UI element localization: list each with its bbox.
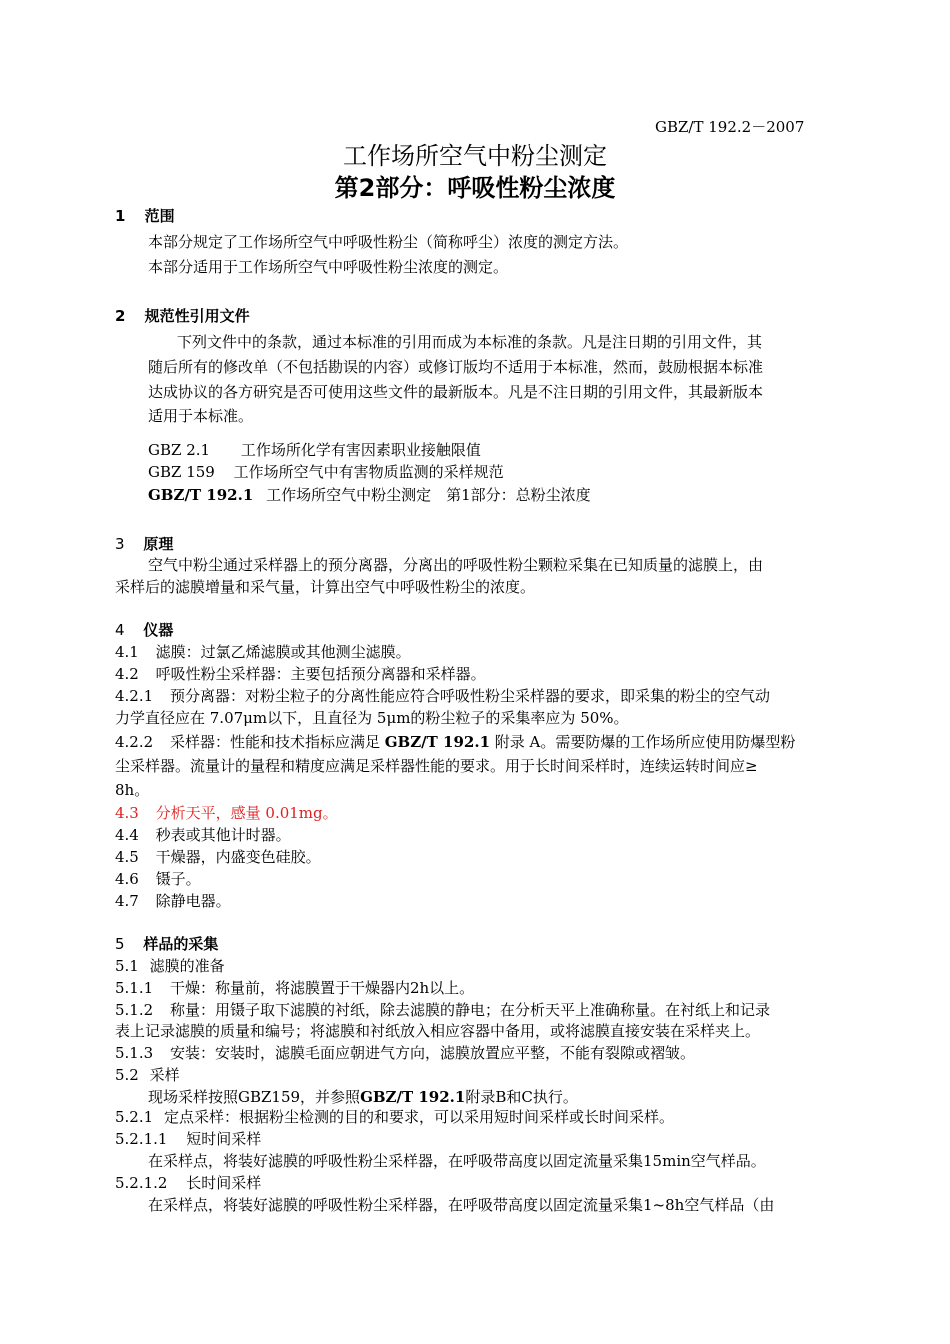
section-2-heading: [115, 306, 250, 326]
section-title: 仪器: [143, 621, 174, 639]
paragraph-line: 力学直径应在 7.07μm以下，且直径为 5μm的粉尘粒子的采集率应为 50%。: [115, 709, 629, 727]
clause-number: 5.2.1.1: [115, 1130, 168, 1148]
section-4-heading: [115, 620, 173, 640]
section-3-heading: [115, 534, 173, 554]
reference-item: [148, 462, 504, 482]
clause-text: 短时间采样: [186, 1130, 262, 1148]
clause-5-1-2: [115, 1000, 770, 1020]
section-1-heading: [115, 206, 175, 226]
section-title: 原理: [143, 535, 174, 553]
clause-text: 称量：用镊子取下滤膜的衬纸，除去滤膜的静电；在分析天平上准确称量。在衬纸上和记录: [169, 1001, 770, 1019]
clause-number: 4.2.1: [115, 687, 154, 705]
standard-code: GBZ/T 192.2－2007: [655, 118, 805, 136]
paragraph-line: 表上记录滤膜的质量和编号；将滤膜和衬纸放入相应容器中备用，或将滤膜直接安装在采样夹上。: [115, 1022, 761, 1040]
clause-text: 除静电器。: [155, 892, 231, 910]
clause-4-6: [115, 869, 201, 889]
clause-4-4: [115, 825, 291, 845]
paragraph-line: 下列文件中的条款，通过本标准的引用而成为本标准的条款。凡是注日期的引用文件，其: [177, 333, 763, 351]
paragraph-line: 采样后的滤膜增量和采气量，计算出空气中呼吸性粉尘的浓度。: [115, 578, 536, 596]
clause-number: 4.5: [115, 848, 139, 866]
reference-title: 工作场所空气中有害物质监测的采样规范: [233, 463, 504, 481]
clause-number: 5.2: [115, 1066, 139, 1084]
paragraph-line: 尘采样器。流量计的量程和精度应满足采样器性能的要求。用于长时间采样时，连续运转时间应≥: [115, 757, 758, 775]
clause-text: 滤膜的准备: [149, 957, 225, 975]
clause-number: 4.7: [115, 892, 139, 910]
paragraph-line: 达成协议的各方研究是否可使用这些文件的最新版本。凡是不注日期的引用文件，其最新版本: [148, 383, 764, 401]
clause-4-1: [115, 642, 411, 662]
section-title: 样品的采集: [143, 935, 219, 953]
paragraph-line: 在采样点，将装好滤膜的呼吸性粉尘采样器，在呼吸带高度以固定流量采集1~8h空气样品（由: [148, 1196, 775, 1214]
paragraph-line: 随后所有的修改单（不包括勘误的内容）或修订版均不适用于本标准，然而，鼓励根据本标准: [148, 358, 764, 376]
section-5-heading: [115, 934, 218, 954]
clause-text: 采样器：性能和技术指标应满足: [169, 733, 385, 751]
clause-5-2-1-1: [115, 1129, 261, 1149]
section-number: 1: [115, 207, 126, 225]
clause-text: 附录 A。需要防爆的工作场所应使用防爆型粉: [490, 733, 796, 751]
clause-text: 定点采样：根据粉尘检测的目的和要求，可以采用短时间采样或长时间采样。: [163, 1108, 674, 1126]
clause-5-1-1: [115, 978, 474, 998]
clause-4-2-2: [115, 732, 795, 752]
text-fragment: 附录B和C执行。: [465, 1088, 578, 1106]
clause-number: 5.2.1.2: [115, 1174, 168, 1192]
section-number: 3: [115, 535, 125, 553]
clause-number: 4.2.2: [115, 733, 154, 751]
section-number: 5: [115, 935, 125, 953]
clause-text: 干燥器，内盛变色硅胶。: [155, 848, 321, 866]
reference-title: 工作场所化学有害因素职业接触限值: [240, 441, 481, 459]
clause-number: 4.4: [115, 826, 139, 844]
clause-number: 4.1: [115, 643, 139, 661]
clause-text: 分析天平，感量 0.01mg。: [155, 804, 338, 822]
clause-number: 4.2: [115, 665, 139, 683]
clause-5-1: [115, 956, 225, 976]
clause-5-1-3: [115, 1043, 695, 1063]
document-title: 工作场所空气中粉尘测定: [343, 142, 607, 170]
reference-code: GBZ 2.1: [148, 441, 211, 459]
clause-4-5: [115, 847, 321, 867]
clause-text: 预分离器：对粉尘粒子的分离性能应符合呼吸性粉尘采样器的要求，即采集的粉尘的空气动: [169, 687, 770, 705]
paragraph: 本部分规定了工作场所空气中呼吸性粉尘（简称呼尘）浓度的测定方法。: [148, 233, 629, 251]
clause-text: 秒表或其他计时器。: [155, 826, 291, 844]
clause-4-2-1: [115, 686, 770, 706]
clause-text: 呼吸性粉尘采样器：主要包括预分离器和采样器。: [155, 665, 486, 683]
clause-4-2: [115, 664, 486, 684]
reference-code: GBZ/T 192.1: [384, 733, 491, 751]
clause-text: 镊子。: [155, 870, 201, 888]
clause-5-2-1-2: [115, 1173, 261, 1193]
paragraph: 本部分适用于工作场所空气中呼吸性粉尘浓度的测定。: [148, 258, 509, 276]
reference-item: [148, 485, 591, 505]
clause-4-7: [115, 891, 231, 911]
clause-text: 长时间采样: [186, 1174, 262, 1192]
clause-number: 5.1.2: [115, 1001, 154, 1019]
section-title: 范围: [144, 207, 175, 225]
clause-5-2: [115, 1065, 180, 1085]
text-fragment: 现场采样按照GBZ159，并参照: [148, 1088, 361, 1106]
clause-number: 5.2.1: [115, 1108, 154, 1126]
clause-5-2-1: [115, 1107, 674, 1127]
clause-text: 安装：安装时，滤膜毛面应朝进气方向，滤膜放置应平整，不能有裂隙或褶皱。: [169, 1044, 695, 1062]
clause-text: 滤膜：过氯乙烯滤膜或其他测尘滤膜。: [155, 643, 411, 661]
paragraph-line: 空气中粉尘通过采样器上的预分离器，分离出的呼吸性粉尘颗粒采集在已知质量的滤膜上，由: [148, 556, 764, 574]
paragraph-line: [148, 1087, 578, 1107]
reference-code: GBZ/T 192.1: [148, 486, 254, 504]
paragraph-line: 适用于本标准。: [148, 407, 254, 425]
section-number: 4: [115, 621, 125, 639]
section-number: 2: [115, 307, 126, 325]
paragraph-line: 8h。: [115, 781, 150, 799]
clause-number: 5.1.3: [115, 1044, 154, 1062]
section-title: 规范性引用文件: [144, 307, 250, 325]
reference-item: [148, 440, 481, 460]
document-subtitle: 第2部分：呼吸性粉尘浓度: [334, 174, 616, 202]
clause-4-3: [115, 803, 338, 823]
reference-code: GBZ/T 192.1: [360, 1088, 466, 1106]
clause-text: 采样: [149, 1066, 180, 1084]
clause-number: 5.1: [115, 957, 139, 975]
reference-code: GBZ 159: [148, 463, 215, 481]
clause-number: 4.3: [115, 804, 139, 822]
clause-number: 4.6: [115, 870, 139, 888]
clause-number: 5.1.1: [115, 979, 154, 997]
paragraph-line: 在采样点，将装好滤膜的呼吸性粉尘采样器，在呼吸带高度以固定流量采集15min空气样品。: [148, 1152, 766, 1170]
reference-title: 工作场所空气中粉尘测定 第1部分：总粉尘浓度: [266, 486, 591, 504]
clause-text: 干燥：称量前，将滤膜置于干燥器内2h以上。: [169, 979, 475, 997]
